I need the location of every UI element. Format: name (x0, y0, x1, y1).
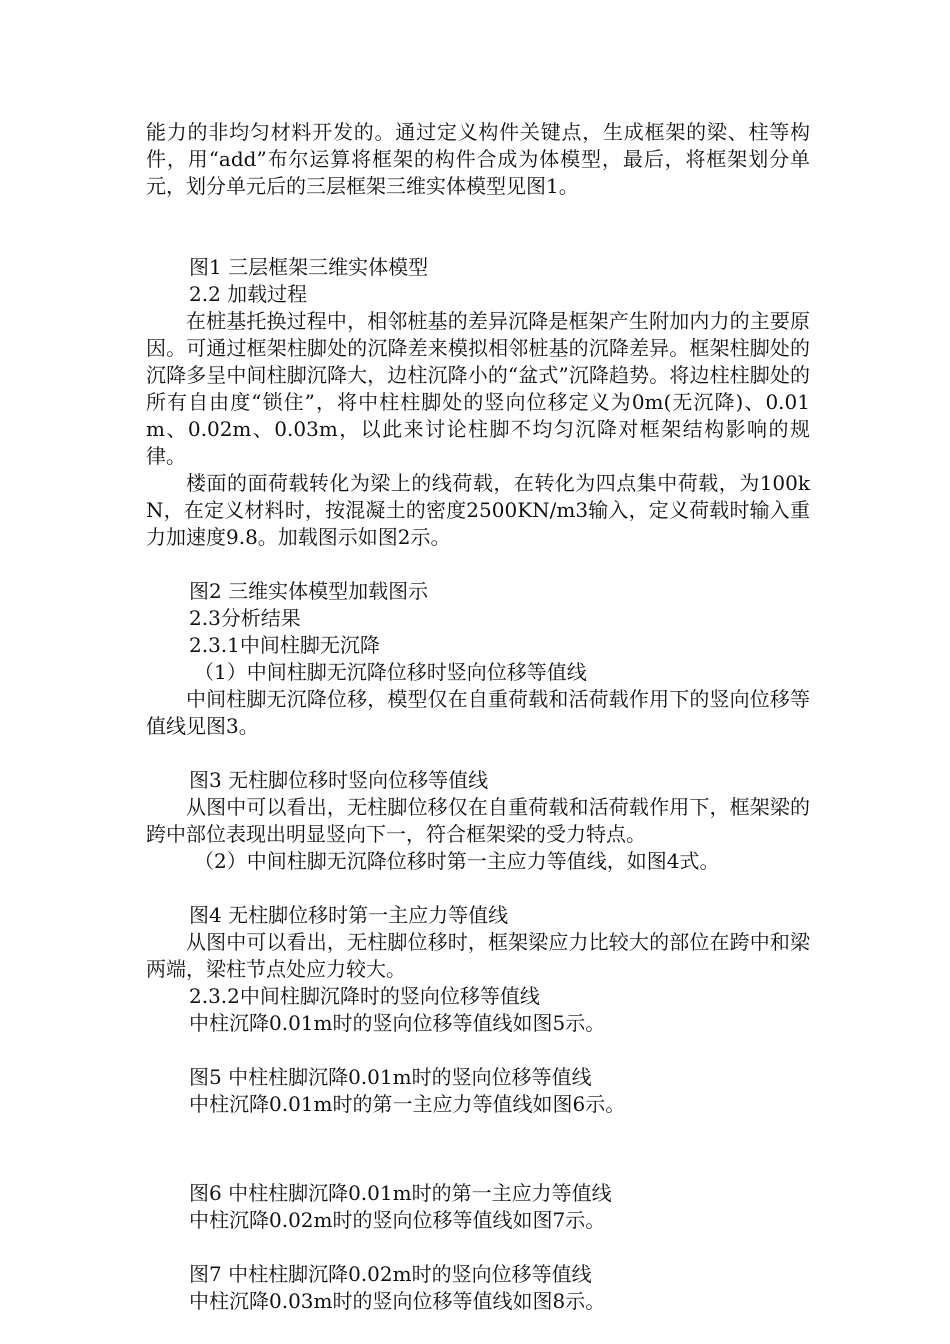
figure-2-placeholder (146, 551, 810, 578)
section-2-3-2-heading: 2.3.2中间柱脚沉降时的竖向位移等值线 (189, 984, 540, 1008)
line-settlement-003-disp: 中柱沉降0.03m时的竖向位移等值线如图8示。 (189, 1289, 606, 1313)
line-settlement-001-stress: 中柱沉降0.01m时的第一主应力等值线如图6示。 (189, 1092, 626, 1116)
paragraph-fig4-analysis: 从图中可以看出，无柱脚位移时，框架梁应力比较大的部位在跨中和梁两端，梁柱节点处应力较大。 (146, 930, 810, 981)
item-1-heading: （1）中间柱脚无沉降位移时竖向位移等值线 (194, 660, 587, 684)
figure-4-caption: 图4 无柱脚位移时第一主应力等值线 (189, 903, 509, 927)
figure-3-placeholder (146, 740, 810, 767)
item-2-heading: （2）中间柱脚无沉降位移时第一主应力等值线，如图4式。 (194, 849, 720, 873)
line-settlement-002-disp: 中柱沉降0.02m时的竖向位移等值线如图7示。 (189, 1208, 606, 1232)
paragraph-intro: 能力的非均匀材料开发的。通过定义构件关键点，生成框架的梁、柱等构件，用“add”布尔运算将框架的构件合成为体模型，最后，将框架划分单元，划分单元后的三层框架三维实体模型见图1。 (146, 120, 810, 198)
figure-2-caption: 图2 三维实体模型加载图示 (189, 579, 429, 603)
figure-7-caption: 图7 中柱柱脚沉降0.02m时的竖向位移等值线 (189, 1262, 592, 1286)
paragraph-no-settlement: 中间柱脚无沉降位移，模型仅在自重荷载和活荷载作用下的竖向位移等值线见图3。 (146, 687, 810, 738)
section-2-3-heading: 2.3分析结果 (189, 606, 301, 630)
section-2-2-heading: 2.2 加载过程 (189, 282, 308, 306)
figure-6-placeholder (146, 1118, 810, 1172)
figure-4-placeholder (146, 875, 810, 902)
figure-6-caption: 图6 中柱柱脚沉降0.01m时的第一主应力等值线 (189, 1181, 612, 1205)
paragraph-fig3-analysis: 从图中可以看出，无柱脚位移仅在自重荷载和活荷载作用下，框架梁的跨中部位表现出明显竖向下一，符合框架梁的受力特点。 (146, 795, 810, 846)
figure-5-placeholder (146, 1037, 810, 1064)
line-settlement-001-disp: 中柱沉降0.01m时的竖向位移等值线如图5示。 (189, 1011, 606, 1035)
figure-5-caption: 图5 中柱柱脚沉降0.01m时的竖向位移等值线 (189, 1065, 592, 1089)
paragraph-load-conversion: 楼面的面荷载转化为梁上的线荷载，在转化为四点集中荷载，为100kN，在定义材料时，按混凝土的密度2500KN/m3输入，定义荷载时输入重力加速度9.8。加载图示如图2示。 (146, 471, 810, 549)
document-body (146, 119, 810, 1315)
figure-1-caption: 图1 三层框架三维实体模型 (189, 255, 429, 279)
section-2-3-1-heading: 2.3.1中间柱脚无沉降 (189, 633, 380, 657)
figure-1-placeholder (146, 200, 810, 254)
paragraph-loading: 在桩基托换过程中，相邻桩基的差异沉降是框架产生附加内力的主要原因。可通过框架柱脚处的沉降差来模拟相邻桩基的沉降差异。框架柱脚处的沉降多呈中间柱脚沉降大，边柱沉降小的“盆式”沉降趋势。将边柱柱脚处的所有自由度“锁住”，将中柱柱脚处的竖向位移定义为0m(无沉降)、0.01m、0.02m、0.03m，以此来讨论柱脚不均匀沉降对框架结构影响的规律。 (146, 309, 810, 468)
figure-3-caption: 图3 无柱脚位移时竖向位移等值线 (189, 768, 489, 792)
figure-7-placeholder (146, 1234, 810, 1261)
